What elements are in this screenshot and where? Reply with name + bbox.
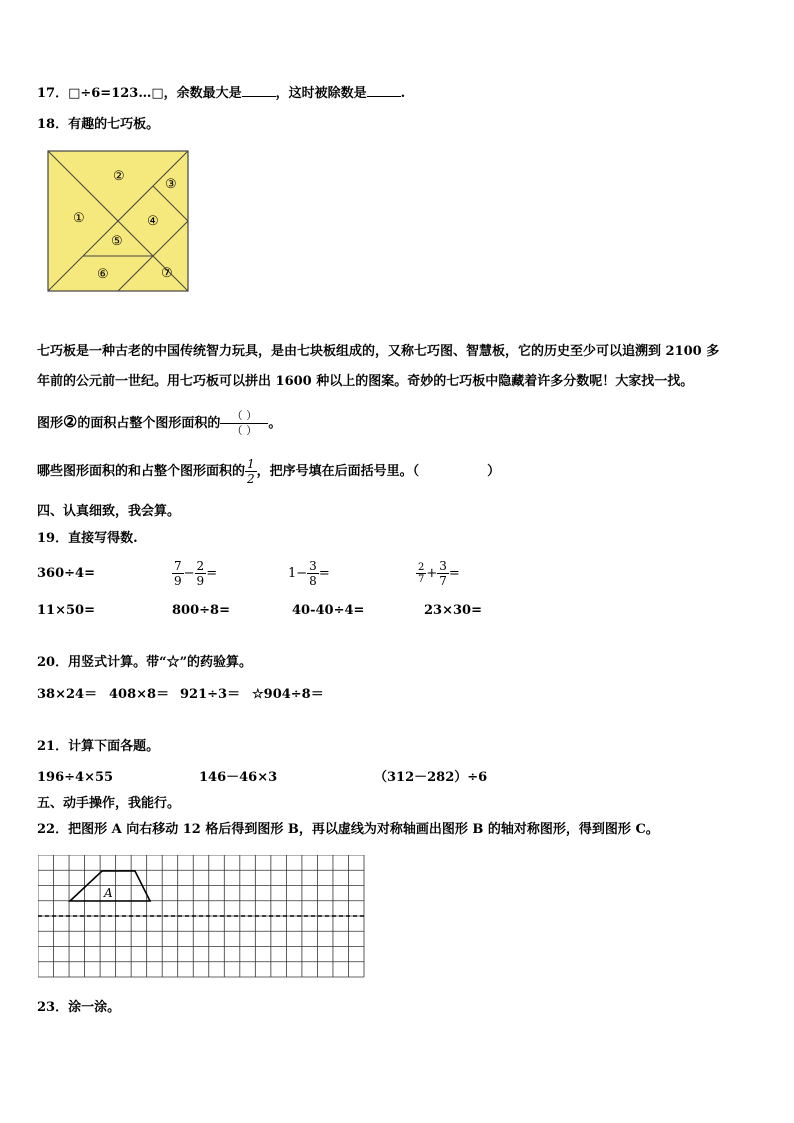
calc-23-times-30: 23×30= xyxy=(424,603,482,618)
answer-blank[interactable] xyxy=(367,84,401,97)
vertical-calc-2: 408×8＝ xyxy=(109,687,170,702)
calc-problem-2: 146－46×3 xyxy=(199,770,278,785)
calc-11-times-50: 11×50= xyxy=(37,603,95,618)
sum-question: 哪些图形面积的和占整个图形面积的 $\frac{1}{2}$ ，把序号填在后面括号里。（ ） xyxy=(37,457,501,486)
calc-7-9-minus-2-9: $\frac{7}{9}$ − $\frac{2}{9}$ = xyxy=(174,559,218,588)
question-17: 17．□÷6=123…□，余数最大是 ，这时被除数是 . xyxy=(37,86,406,101)
question-20-title: 20．用竖式计算。带“☆”的药验算。 xyxy=(37,655,253,670)
vertical-calc-3: 921÷3＝ xyxy=(180,687,241,702)
shape-a-label: A xyxy=(104,886,113,900)
calc-problem-3: （312－282）÷6 xyxy=(374,770,488,785)
section-4-title: 四、认真细致，我会算。 xyxy=(37,504,181,519)
question-19-title: 19．直接写得数. xyxy=(37,531,138,546)
calc-360-div-4: 360÷4= xyxy=(37,566,95,581)
piece-label-1: ① xyxy=(73,211,85,226)
piece-label-6: ⑥ xyxy=(97,267,109,282)
calc-2-7-plus-3-7: $\frac{2}{7}$ + $\frac{3}{7}$ = xyxy=(418,559,460,588)
section-5-title: 五、动手操作，我能行。 xyxy=(37,796,181,811)
vertical-calc-4: ☆904÷8＝ xyxy=(252,687,324,702)
grid-figure[interactable] xyxy=(38,855,368,981)
calc-800-div-8: 800÷8= xyxy=(172,603,230,618)
calc-1-minus-3-8: 1− $\frac{3}{8}$ = xyxy=(288,559,330,588)
piece-label-4: ④ xyxy=(147,214,159,229)
question-22-title: 22．把图形 A 向右移动 12 格后得到图形 B，再以虚线为对称轴画出图形 B 的轴对称图形，得到图形 C。 xyxy=(37,822,659,837)
piece-label-5: ⑤ xyxy=(111,234,123,249)
tangram-figure xyxy=(47,150,190,293)
tangram-paragraph-line-2: 年前的公元前一世纪。用七巧板可以拼出 1600 种以上的图案。奇妙的七巧板中隐藏着许多分数呢！大家找一找。 xyxy=(37,374,694,389)
question-23-title: 23．涂一涂。 xyxy=(37,1000,121,1015)
answer-blank[interactable] xyxy=(242,84,276,97)
calc-problem-1: 196÷4×55 xyxy=(37,770,114,785)
piece-label-3: ③ xyxy=(165,177,177,192)
piece-label-7: ⑦ xyxy=(161,266,173,281)
calc-40-minus-40-div-4: 40-40÷4= xyxy=(292,603,365,618)
one-half-fraction: $\frac{1}{2}$ xyxy=(247,457,255,486)
vertical-calc-1: 38×24＝ xyxy=(37,687,98,702)
question-18-title: 18．有趣的七巧板。 xyxy=(37,117,160,132)
area-question: 图形②的面积占整个图形面积的 $\frac{( )}{( )}$ 。 xyxy=(37,409,282,437)
tangram-paragraph-line-1: 七巧板是一种古老的中国传统智力玩具，是由七块板组成的，又称七巧图、智慧板，它的历史至少可以追溯到 2100 多 xyxy=(37,344,720,359)
answer-fraction[interactable]: $\frac{( )}{( )}$ xyxy=(220,409,268,438)
question-21-title: 21．计算下面各题。 xyxy=(37,739,160,754)
piece-label-2: ② xyxy=(113,169,125,184)
